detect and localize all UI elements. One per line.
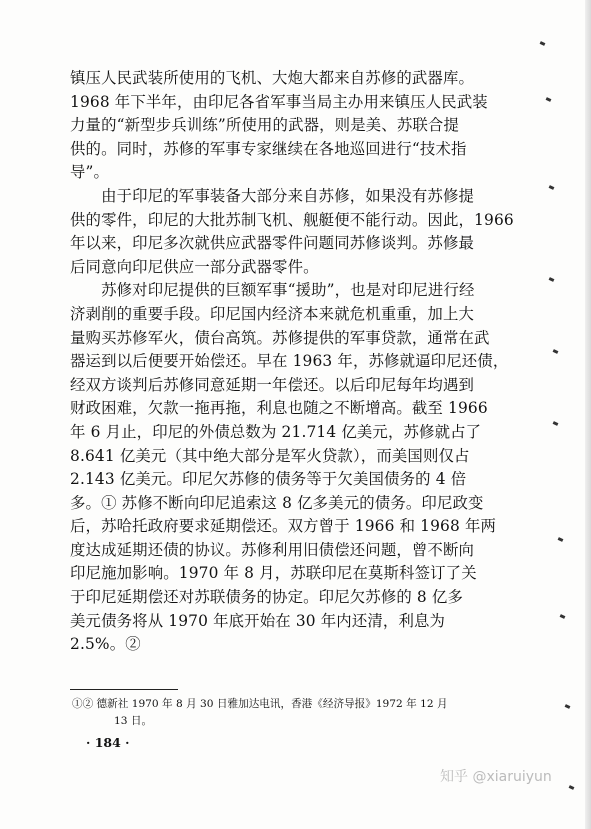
text-line: 2.5%。② [70, 635, 141, 654]
text-line: 供的零件，印尼的大批苏制飞机、舰艇便不能行动。因此，1966 [70, 210, 514, 229]
text-line: 力量的“新型步兵训练”所使用的武器，则是美、苏联合提 [70, 116, 460, 135]
text-line: 1968 年下半年，由印尼各省军事当局主办用来镇压人民武装 [70, 92, 488, 111]
text-line: 8.641 亿美元（其中绝大部分是军火贷款），而美国则仅占 [70, 446, 470, 465]
body-text [70, 67, 535, 657]
watermark: 知乎 @xiaruiyun [440, 769, 552, 785]
footnote-line: ①② 德新社 1970 年 8 月 30 日雅加达电讯，香港《经济导报》1972 年 12 月 [72, 698, 448, 710]
footnote [72, 696, 522, 729]
text-line: 度达成延期还债的协议。苏修利用旧债偿还问题，曾不断向 [70, 540, 475, 559]
scan-mark [569, 785, 575, 790]
scan-mark [553, 349, 559, 354]
text-line: 器运到以后便要开始偿还。早在 1963 年，苏修就逼印尼还债， [70, 352, 509, 371]
text-line: 由于印尼的军事装备大部分来自苏修，如果没有苏修提 [70, 186, 475, 205]
scan-mark [565, 704, 571, 709]
text-line: 镇压人民武装所使用的飞机、大炮大都来自苏修的武器库。 [70, 69, 475, 87]
scan-mark [560, 614, 566, 619]
text-line: 后同意向印尼供应一部分武器零件。 [70, 257, 319, 276]
text-line: 苏修对印尼提供的巨额军事“援助”，也是对印尼进行经 [70, 281, 475, 300]
scan-mark [549, 185, 555, 190]
scan-mark [553, 421, 559, 426]
text-line: 美元债务将从 1970 年底开始在 30 年内还清，利息为 [70, 611, 446, 630]
text-line: 于印尼延期偿还对苏联债务的协定。印尼欠苏修的 8 亿多 [70, 588, 464, 607]
text-line: 导”。 [70, 163, 110, 182]
text-line: 后，苏哈托政府要求延期偿还。双方曾于 1966 和 1968 年两 [70, 517, 497, 536]
scan-mark [540, 41, 546, 46]
scan-mark [546, 97, 552, 102]
text-line: 济剥削的重要手段。印尼国内经济本来就危机重重，加上大 [70, 304, 475, 323]
scan-mark [549, 277, 555, 282]
text-line: 年以来，印尼多次就供应武器零件问题同苏修谈判。苏修最 [70, 234, 475, 253]
text-line: 多。① 苏修不断向印尼追索这 8 亿多美元的债务。印尼政变 [70, 493, 484, 512]
scan-mark [558, 537, 564, 542]
footnote-line: 13 日。 [114, 714, 153, 727]
text-line: 经双方谈判后苏修同意延期一年偿还。以后印尼每年均遇到 [70, 375, 475, 394]
footnote-divider [70, 689, 178, 690]
text-line: 印尼施加影响。1970 年 8 月，苏联印尼在莫斯科签订了关 [70, 564, 477, 583]
text-line: 供的。同时，苏修的军事专家继续在各地巡回进行“技术指 [70, 139, 467, 158]
text-line: 年 6 月止，印尼的外债总数为 21.714 亿美元，苏修就占了 [70, 422, 482, 441]
text-line: 财政困难，欠款一拖再拖，利息也随之不断增高。截至 1966 [70, 399, 488, 418]
text-line: 量购买苏修军火，债台高筑。苏修提供的军事贷款，通常在武 [70, 328, 490, 347]
text-line: 2.143 亿美元。印尼欠苏修的债务等于欠美国债务的 4 倍 [70, 470, 467, 489]
page-edge [585, 0, 591, 829]
page-number: · 184 · [86, 735, 130, 750]
